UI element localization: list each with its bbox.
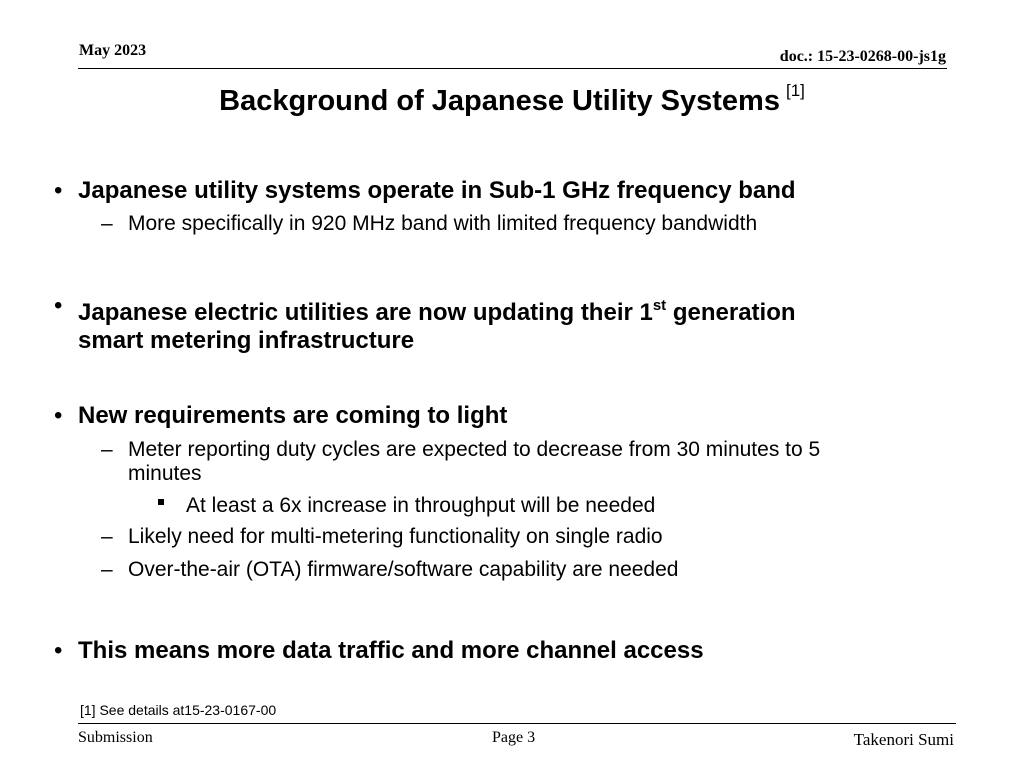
footer-author: Takenori Sumi [853, 730, 954, 749]
footer-page-number: Page 3 [492, 729, 536, 746]
bullet-4-text: This means more data traffic and more channel access [78, 637, 704, 664]
bullet-3-sub-3-text: Over-the-air (OTA) firmware/software capability are needed [128, 558, 679, 581]
header-divider [78, 68, 947, 69]
bullet-1-sub-1-text: More specifically in 920 MHz band with limited frequency bandwidth [128, 212, 758, 235]
bullet-2-superscript: st [652, 297, 667, 314]
bullet-3-text: New requirements are coming to light [78, 402, 508, 429]
bullet-3-sub-1-line-2: minutes [128, 462, 202, 485]
header-doc-id: doc.: 15-23-0268-00-js1g [779, 48, 946, 65]
title-reference: [1] [785, 81, 805, 100]
dash-marker: – [101, 212, 113, 235]
bullet-3-sub-3 [101, 558, 679, 582]
dash-marker: – [101, 525, 113, 548]
bullet-3 [54, 402, 508, 430]
bullet-2-marker: • [54, 292, 63, 319]
slide-title [0, 81, 1024, 118]
bullet-3-sub-2-text: Likely need for multi-metering functionality on single radio [128, 525, 663, 548]
square-bullet-icon [158, 499, 164, 505]
bullet-3-sub-1 [101, 438, 821, 486]
bullet-1 [54, 177, 796, 205]
bullet-4-marker: • [54, 637, 63, 664]
dash-marker: – [101, 558, 113, 581]
header-date: May 2023 [79, 42, 147, 59]
bullet-2-line-1-before: Japanese electric utilities are now updating their 1 [78, 299, 653, 326]
bullet-3-sub-1-line-1: Meter reporting duty cycles are expected to decrease from 30 minutes to 5 [128, 438, 821, 461]
bullet-2-line-1-after: generation [666, 299, 796, 326]
bullet-2-line-2: smart metering infrastructure [78, 327, 415, 354]
footnote: [1] See details at15-23-0167-00 [80, 702, 277, 718]
footer-submission: Submission [78, 729, 153, 746]
dash-marker: – [101, 438, 113, 461]
bullet-3-marker: • [54, 402, 63, 429]
bullet-4 [54, 637, 704, 665]
footer-divider [78, 723, 956, 724]
slide-title-text: Background of Japanese Utility Systems [219, 85, 780, 117]
bullet-3-sub-1-sub-1-text: At least a 6x increase in throughput will be needed [186, 494, 656, 517]
bullet-1-marker: • [54, 177, 63, 204]
bullet-1-sub-1 [101, 212, 758, 236]
bullet-3-sub-1-sub-1 [186, 494, 655, 518]
bullet-2 [54, 292, 796, 355]
bullet-3-sub-2 [101, 525, 663, 549]
bullet-1-text: Japanese utility systems operate in Sub-1 GHz frequency band [78, 177, 796, 204]
